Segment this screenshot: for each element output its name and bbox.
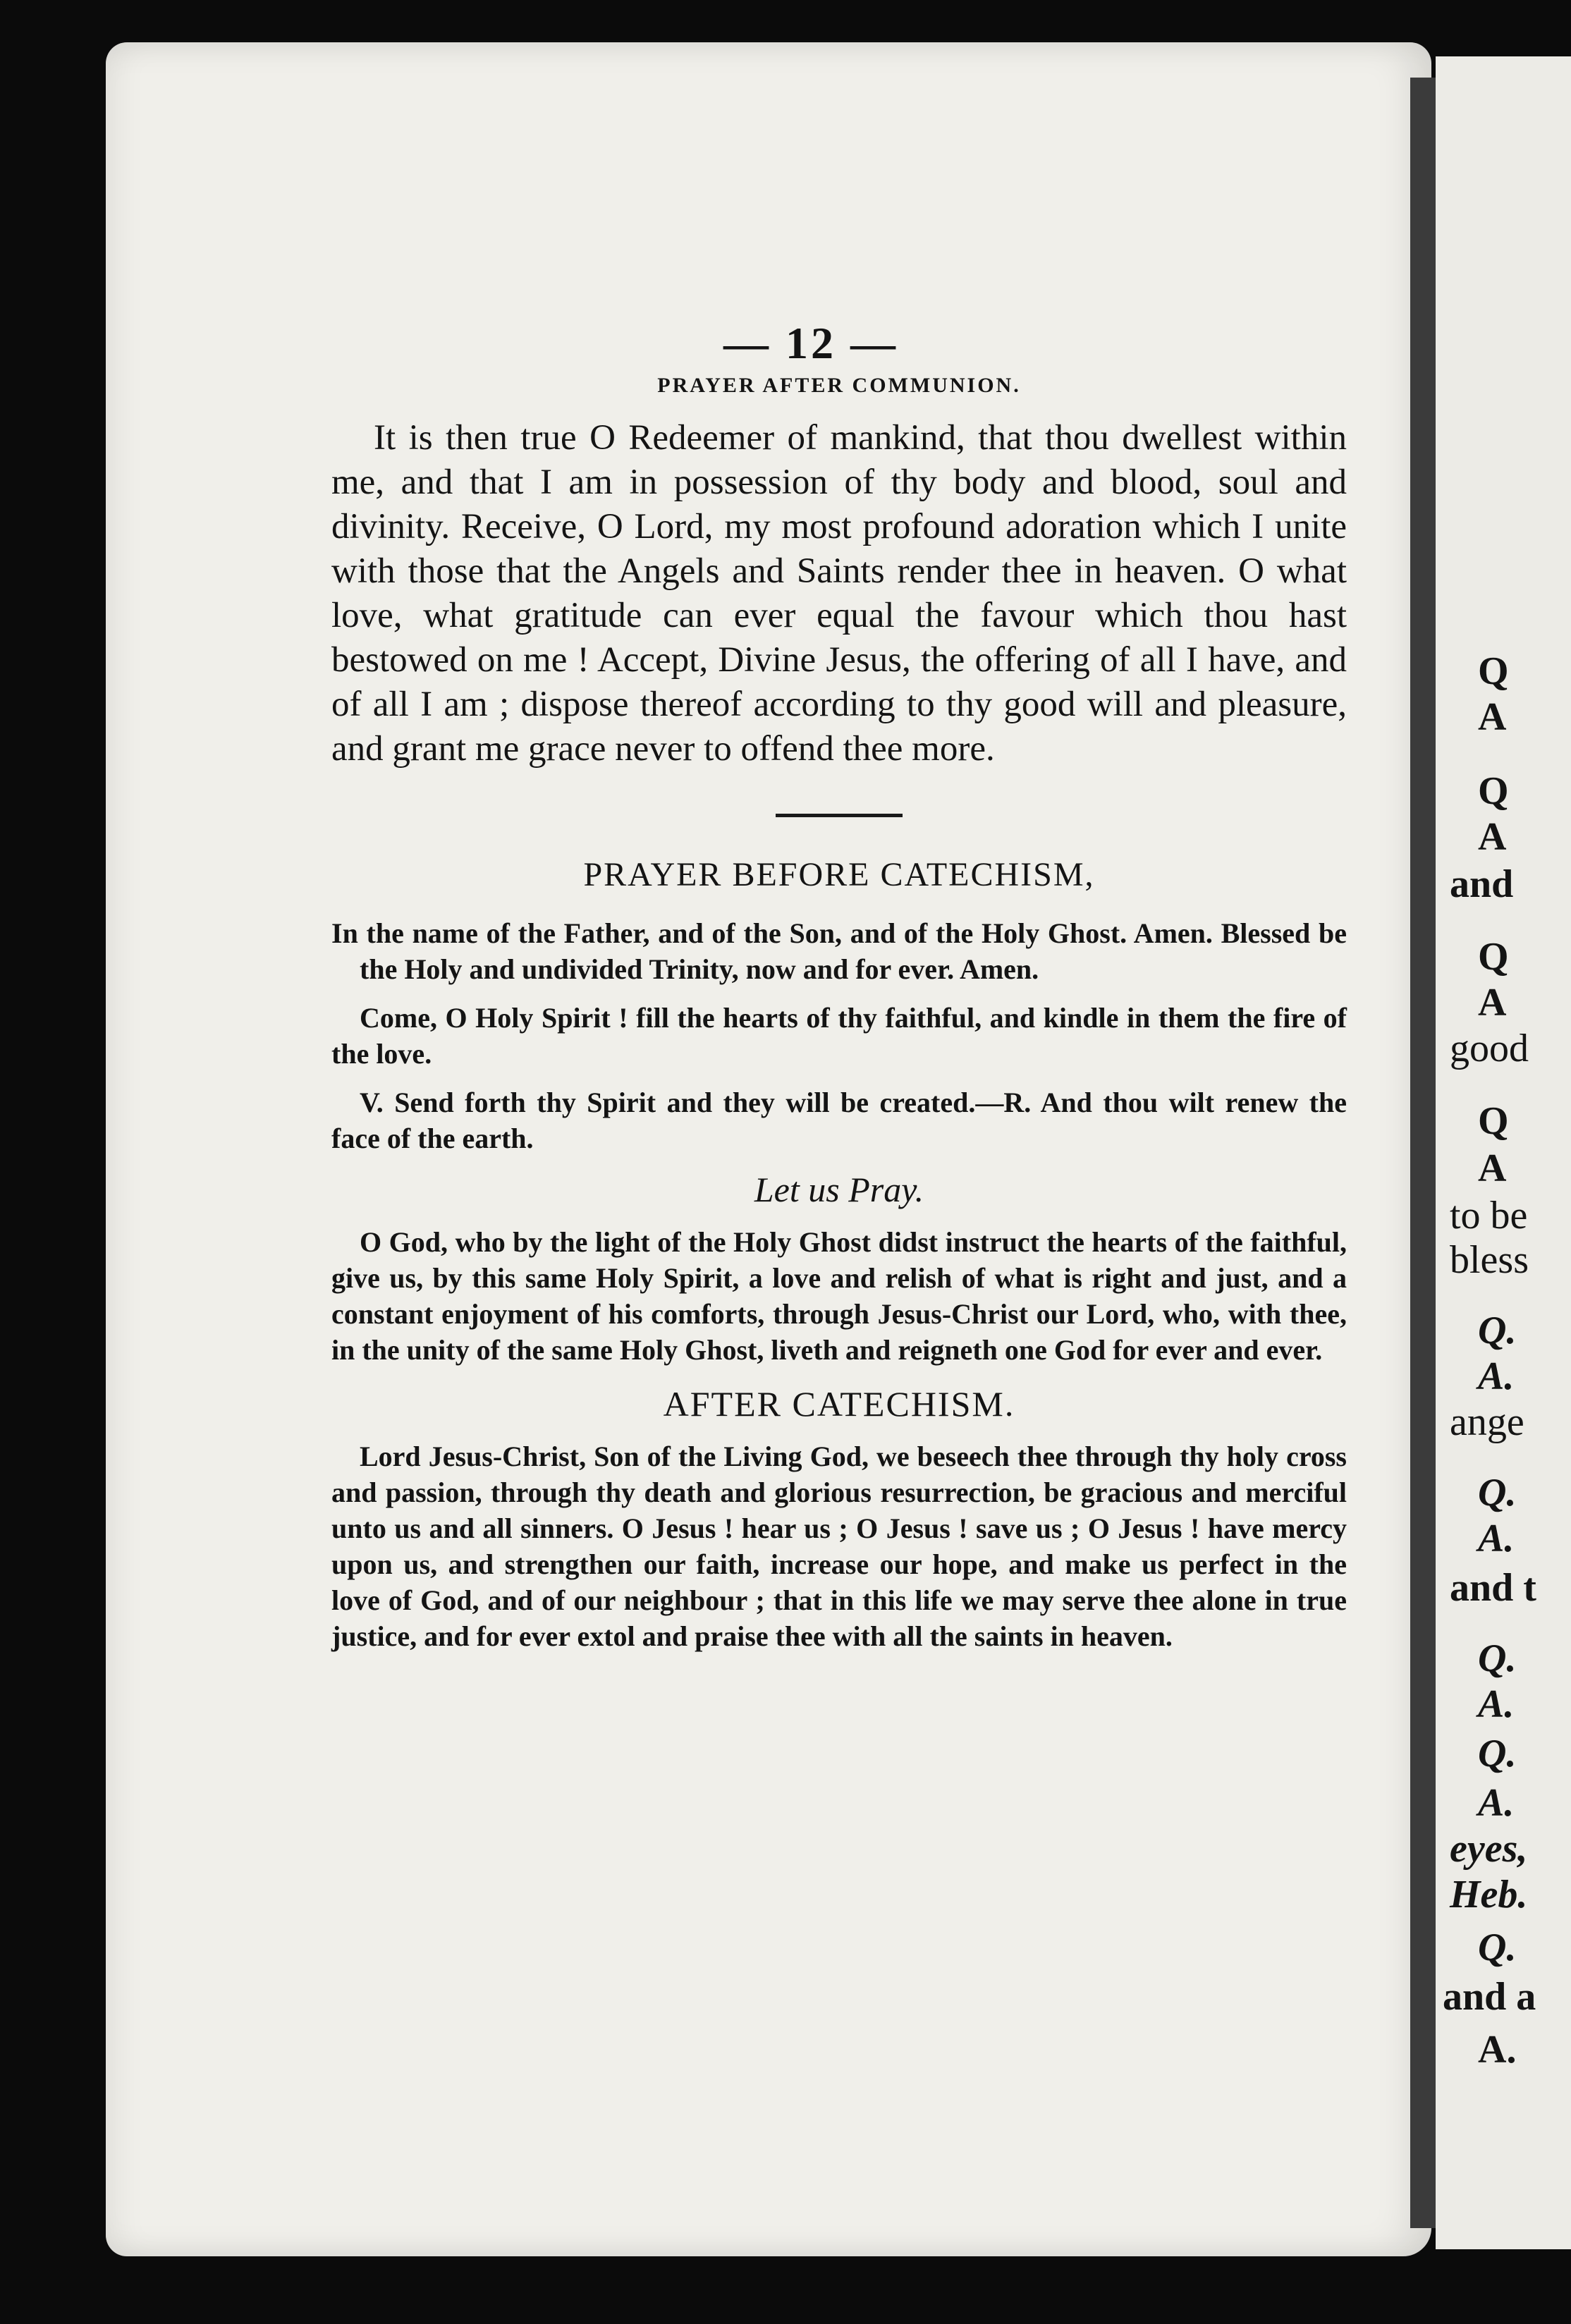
facing-fragment: bless bbox=[1450, 1238, 1529, 1282]
versicle-response-paragraph: V. Send forth thy Spirit and they will be created.—R. And thou wilt renew the face of the earth. bbox=[331, 1087, 1347, 1154]
facing-fragment: A. bbox=[1478, 2028, 1517, 2072]
facing-fragment: Q. bbox=[1478, 1309, 1517, 1352]
book-spine bbox=[1410, 78, 1436, 2228]
facing-fragment: A. bbox=[1478, 1781, 1515, 1825]
facing-fragment: Heb. bbox=[1450, 1873, 1528, 1916]
facing-fragment: ange bbox=[1450, 1400, 1524, 1444]
facing-fragment: A. bbox=[1478, 1517, 1515, 1560]
facing-fragment: Q bbox=[1478, 769, 1509, 813]
facing-fragment: A bbox=[1478, 695, 1507, 739]
come-holy-spirit-paragraph: Come, O Holy Spirit ! fill the hearts of thy faithful, and kindle in them the fire of the love. bbox=[331, 1002, 1347, 1070]
facing-fragment: Q bbox=[1478, 1099, 1509, 1143]
facing-fragment: Q. bbox=[1478, 1926, 1517, 1969]
facing-fragment: and bbox=[1450, 862, 1514, 906]
facing-fragment: to be bbox=[1450, 1194, 1528, 1237]
facing-fragment: Q bbox=[1478, 649, 1509, 693]
after-catechism-title: AFTER CATECHISM. bbox=[663, 1384, 1015, 1424]
facing-fragment: Q. bbox=[1478, 1637, 1517, 1680]
invocation-paragraph: In the name of the Father, and of the Son, and of the Holy Ghost. Amen. Blessed be the Holy and undivided Trinity, now and for ever. Amen. bbox=[331, 917, 1347, 985]
section-divider bbox=[776, 814, 903, 817]
facing-fragment: Q bbox=[1478, 935, 1509, 979]
facing-fragment: and t bbox=[1450, 1566, 1536, 1610]
facing-fragment: good bbox=[1450, 1027, 1529, 1070]
prayer-after-communion-text: It is then true O Redeemer of mankind, that thou dwellest within me, and that I am in possession of thy body and blood, soul and divinity. Receive, O Lord, my most profound adoration which I unite with those that the Angels and Saints render thee in heaven. O what love, what gratitude can ever equal the favour which thou hast bestowed on me ! Accept, Divine Jesus, the offering of all I have, and of all I am ; dispose thereof according to thy good will and pleasure, and grant me grace never to offend thee more. bbox=[331, 418, 1347, 769]
prayer-before-catechism-title: PRAYER BEFORE CATECHISM, bbox=[583, 856, 1095, 893]
facing-fragment: Q. bbox=[1478, 1471, 1517, 1515]
collect-paragraph: O God, who by the light of the Holy Ghost didst instruct the hearts of the faithful, give us, by this same Holy Spirit, a love and relish of what is right and just, and a constant enjoyment of his comforts, through Jesus-Christ our Lord, who, with thee, in the unity of the same Holy Ghost, liveth and reigneth one God for ever and ever. bbox=[331, 1226, 1347, 1366]
facing-fragment: A. bbox=[1478, 1354, 1515, 1398]
let-us-pray-heading: Let us Pray. bbox=[754, 1170, 924, 1209]
facing-fragment: Q. bbox=[1478, 1732, 1517, 1775]
facing-fragment: A. bbox=[1478, 1682, 1515, 1726]
page-content bbox=[331, 317, 1347, 1667]
facing-fragment: A bbox=[1478, 1146, 1507, 1190]
page-number: — 12 — bbox=[723, 318, 898, 368]
facing-fragment: A bbox=[1478, 815, 1507, 859]
after-catechism-text: Lord Jesus-Christ, Son of the Living God, we beseech thee through thy holy cross and passion, through thy death and glorious resurrection, be gracious and merciful unto us and all sinners. O Jesus ! hear us ; O Jesus ! save us ; O Jesus ! have mercy upon us, and strengthen our faith, increase our hope, and make us perfect in the love of God, and of our neighbour ; that in this life we may serve thee alone in true justice, and for ever extol and praise thee with all the saints in heaven. bbox=[331, 1441, 1347, 1652]
facing-page bbox=[1436, 56, 1571, 2249]
facing-fragment: eyes, bbox=[1450, 1827, 1528, 1871]
facing-fragment: and a bbox=[1443, 1975, 1536, 2019]
prayer-after-communion-title: PRAYER AFTER COMMUNION. bbox=[657, 374, 1021, 397]
facing-fragment: A bbox=[1478, 981, 1507, 1025]
